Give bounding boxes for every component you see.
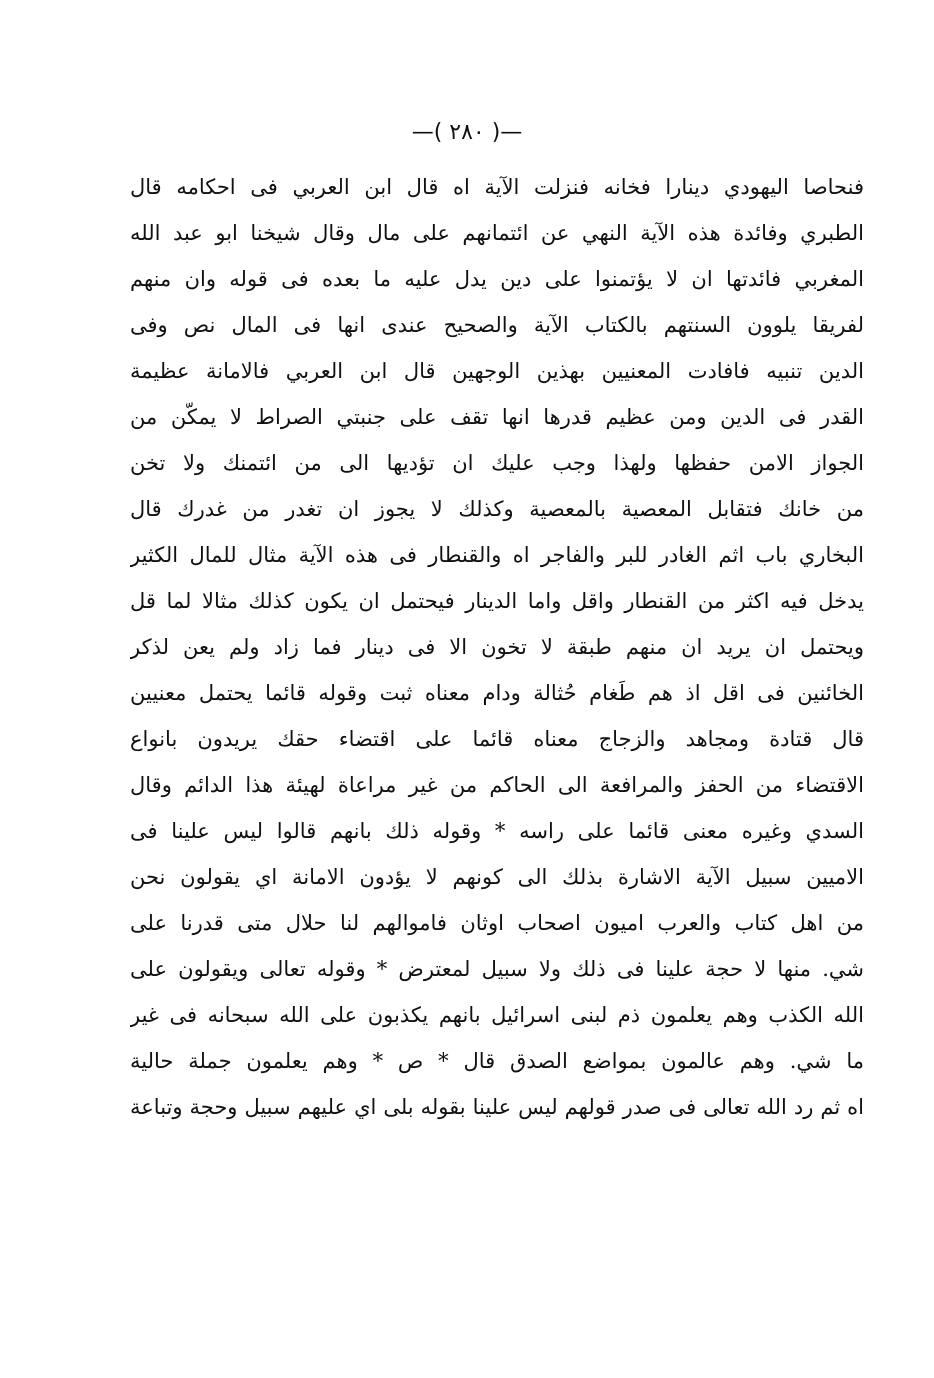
text-line: ما شي. وهم عالمون بمواضع الصدق قال * ص * وهم يعلمون جملة حالية [130, 1049, 864, 1073]
text-line: لفريقا يلوون السنتهم بالكتاب الآية والصحيح عندى انها فى المال نص وفى [130, 313, 864, 337]
body-text [130, 164, 864, 1130]
text-line: الله الكذب وهم يعلمون ذم لبنى اسرائيل بانهم يكذبون على الله سبحانه فى غير [130, 1003, 864, 1027]
text-line: الطبري وفائدة هذه الآية النهي عن ائتمانهم على مال وقال شيخنا ابو عبد الله [130, 221, 864, 245]
text-line: البخاري باب اثم الغادر للبر والفاجر اه والقنطار فى هذه الآية مثال للمال الكثير [130, 543, 864, 567]
text-line: قال قتادة ومجاهد والزجاج معناه قائما على اقتضاء حقك يريدون بانواع [130, 727, 864, 751]
text-line: المغربي فائدتها ان لا يؤتمنوا على دين يدل عليه ما بعده فى قوله وان منهم [130, 267, 864, 291]
text-line: اه ثم رد الله تعالى فى صدر قولهم ليس علينا بقوله بلى اي عليهم سبيل وحجة وتباعة [130, 1095, 864, 1119]
text-line: شي. منها لا حجة علينا فى ذلك ولا سبيل لمعترض * وقوله تعالى ويقولون على [130, 957, 864, 981]
text-line: من اهل كتاب والعرب اميون اصحاب اوثان فاموالهم لنا حلال متى قدرنا على [130, 911, 864, 935]
text-line: الدين تنبيه فافادت المعنيين بهذين الوجهين قال ابن العربي فالامانة عظيمة [130, 359, 864, 383]
text-line: الاميين سبيل الآية الاشارة بذلك الى كونهم لا يؤدون الامانة اي يقولون نحن [130, 865, 864, 889]
text-line: الخائنين فى اقل اذ هم طَغام حُثالة ودام معناه ثبت وقوله قائما يحتمل معنيين [130, 681, 864, 705]
page-number: —( ٢٨٠ )— [411, 120, 523, 145]
text-line: من خانك فتقابل المعصية بالمعصية وكذلك لا يجوز ان تغدر من غدرك قال [130, 497, 864, 521]
text-line: القدر فى الدين ومن عظيم قدرها انها تقف على جنبتي الصراط لا يمكّن من [130, 405, 864, 429]
text-line: السدي وغيره معنى قائما على راسه * وقوله ذلك بانهم قالوا ليس علينا فى [130, 819, 864, 843]
text-line: الجواز الامن حفظها ولهذا وجب عليك ان تؤديها الى من ائتمنك ولا تخن [130, 451, 864, 475]
text-line: فنحاصا اليهودي دينارا فخانه فنزلت الآية اه قال ابن العربي فى احكامه قال [130, 175, 864, 199]
text-line: يدخل فيه اكثر من القنطار واقل واما الدينار فيحتمل ان يكون كذلك مثالا لما قل [130, 589, 864, 613]
text-line: ويحتمل ان يريد ان منهم طبقة لا تخون الا فى دينار فما زاد ولم يعن لذكر [130, 635, 864, 659]
text-line: الاقتضاء من الحفز والمرافعة الى الحاكم من غير مراعاة لهيئة هذا الدائم وقال [130, 773, 864, 797]
